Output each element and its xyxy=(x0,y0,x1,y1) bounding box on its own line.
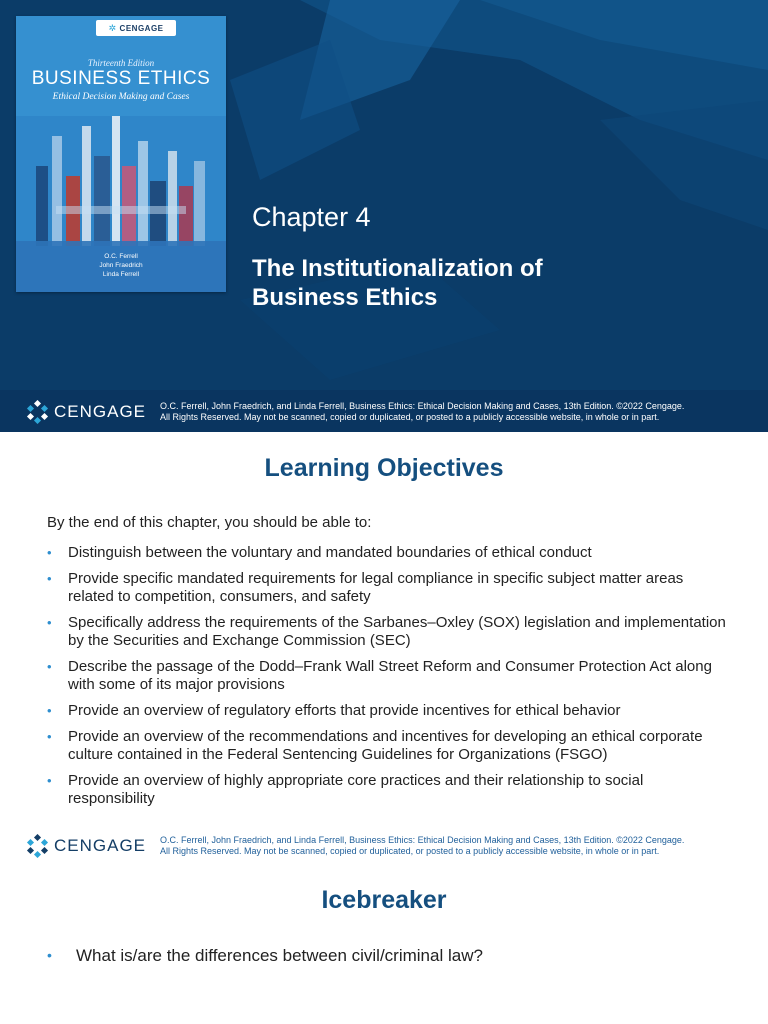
book-title: BUSINESS ETHICS xyxy=(31,68,211,89)
copyright-line: O.C. Ferrell, John Fraedrich, and Linda Ferrell, Business Ethics: Ethical Decision Making and Cases, 13th Edition. ©2022 Cengage. xyxy=(160,401,685,411)
objective-text: Provide an overview of the recommendations and incentives for developing an ethical corporate culture contained in the Federal Sentencing Guidelines for Organizations (FSGO) xyxy=(68,728,703,763)
copyright-line: All Rights Reserved. May not be scanned, copied or duplicated, or posted to a publicly accessible website, in whole or in part. xyxy=(160,412,660,422)
copyright-notice xyxy=(160,401,750,423)
cengage-wordmark: CENGAGE xyxy=(54,402,147,421)
title-slide xyxy=(0,0,768,432)
book-subtitle: Ethical Decision Making and Cases xyxy=(52,92,190,102)
objective-text: Provide an overview of highly appropriate core practices and their relationship to social responsibility xyxy=(68,772,644,807)
list-item xyxy=(47,946,727,966)
cengage-logo-icon xyxy=(26,834,50,858)
objective-text: Specifically address the requirements of the Sarbanes–Oxley (SOX) legislation and implementation by the Securities and Exchange Commission (SEC) xyxy=(68,614,726,649)
book-edition: Thirteenth Edition xyxy=(87,58,155,68)
bullet-icon: • xyxy=(47,615,52,630)
slide-footer xyxy=(0,390,768,432)
objective-text: Describe the passage of the Dodd–Frank Wall Street Reform and Consumer Protection Act along with some of its major provisions xyxy=(68,658,712,693)
list-item xyxy=(47,658,727,694)
cengage-wordmark: CENGAGE xyxy=(54,836,147,855)
book-publisher-badge xyxy=(96,20,176,36)
slide-heading: Icebreaker xyxy=(321,886,447,914)
cengage-mini-icon: ✲ xyxy=(108,22,117,33)
icebreaker-question: What is/are the differences between civil/criminal law? xyxy=(76,946,483,965)
slide-footer xyxy=(0,824,768,868)
book-author: Linda Ferrell xyxy=(102,271,140,278)
bullet-icon: • xyxy=(47,703,52,718)
book-author: John Fraedrich xyxy=(99,262,143,269)
list-item xyxy=(47,614,727,650)
bullet-icon: • xyxy=(47,659,52,674)
list-item xyxy=(47,570,727,606)
copyright-notice xyxy=(160,835,750,857)
cengage-logo xyxy=(26,400,146,424)
objectives-list xyxy=(47,544,727,816)
list-item xyxy=(47,544,727,562)
objective-text: Provide an overview of regulatory efforts that provide incentives for ethical behavior xyxy=(68,702,621,719)
book-author: O.C. Ferrell xyxy=(104,253,138,260)
learning-objectives-slide xyxy=(0,432,768,864)
chapter-title-line: The Institutionalization of xyxy=(252,255,543,282)
copyright-line: O.C. Ferrell, John Fraedrich, and Linda Ferrell, Business Ethics: Ethical Decision Making and Cases, 13th Edition. ©2022 Cengage. xyxy=(160,835,685,845)
chapter-title-line: Business Ethics xyxy=(252,284,438,311)
icebreaker-list xyxy=(47,946,727,966)
chapter-label: Chapter 4 xyxy=(252,202,371,232)
copyright-line: All Rights Reserved. May not be scanned, copied or duplicated, or posted to a publicly accessible website, in whole or in part. xyxy=(160,846,660,856)
list-item xyxy=(47,728,727,764)
list-item xyxy=(47,772,727,808)
cengage-logo xyxy=(26,834,146,858)
slide-heading: Learning Objectives xyxy=(264,454,504,482)
bullet-icon: • xyxy=(47,729,52,744)
cengage-logo-icon xyxy=(26,400,50,424)
bullet-icon: • xyxy=(47,545,52,560)
bullet-icon: • xyxy=(47,947,52,963)
list-item xyxy=(47,702,727,720)
bullet-icon: • xyxy=(47,571,52,586)
book-cover xyxy=(16,16,226,292)
chapter-title xyxy=(252,254,692,312)
book-authors xyxy=(16,252,226,279)
book-publisher: CENGAGE xyxy=(119,23,164,33)
icebreaker-slide xyxy=(0,864,768,1024)
objective-text: Distinguish between the voluntary and mandated boundaries of ethical conduct xyxy=(68,544,592,561)
objective-text: Provide specific mandated requirements for legal compliance in specific subject matter areas related to competition, consumers, and safety xyxy=(68,570,684,605)
objectives-intro: By the end of this chapter, you should be able to: xyxy=(47,514,372,531)
bullet-icon: • xyxy=(47,773,52,788)
